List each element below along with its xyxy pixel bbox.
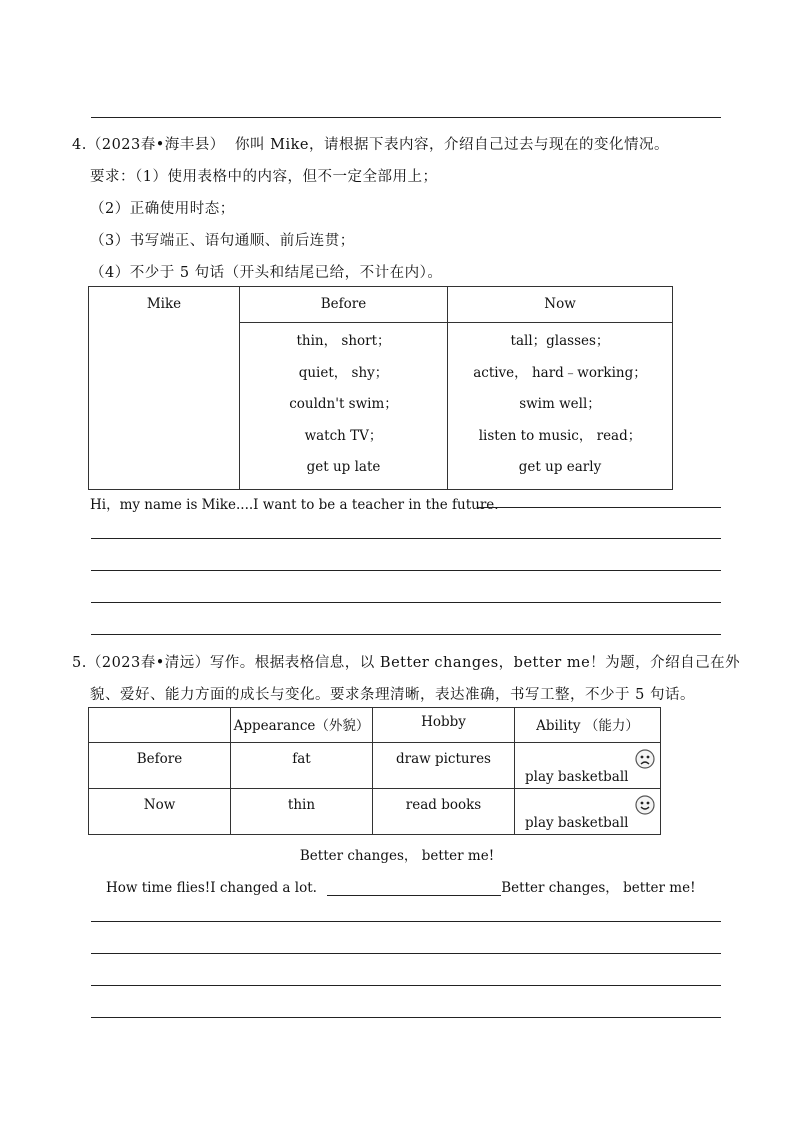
q4-requirement-2: （2）正确使用时态； bbox=[90, 201, 235, 217]
q5-ability-cell bbox=[515, 743, 661, 789]
q4-number: 4. bbox=[72, 137, 87, 153]
q5-info-table bbox=[88, 707, 661, 835]
q4-now-item: listen to music， read； bbox=[478, 427, 642, 444]
q4-before-cell bbox=[240, 323, 448, 490]
q4-info-table bbox=[88, 286, 673, 490]
q5-answer-line[interactable] bbox=[91, 1017, 721, 1018]
q4-answer-line[interactable] bbox=[91, 602, 721, 603]
q5-starter-post: Better changes， better me! bbox=[501, 880, 696, 896]
q4-requirement-4: （4）不少于 5 句话（开头和结尾已给，不计在内）。 bbox=[90, 265, 443, 281]
q5-answer-line[interactable] bbox=[91, 985, 721, 986]
q4-col-before: Before bbox=[240, 287, 448, 323]
q5-inline-blank[interactable] bbox=[327, 881, 501, 896]
q5-heading bbox=[72, 651, 740, 672]
q5-prompt-line2: 貌、爱好、能力方面的成长与变化。要求条理清晰，表达准确，书写工整，不少于 5 句话。 bbox=[90, 687, 695, 703]
q4-answer-line[interactable] bbox=[91, 634, 721, 635]
q4-before-item: quiet， shy； bbox=[298, 364, 389, 381]
q4-now-cell bbox=[448, 323, 673, 490]
q5-answer-line[interactable] bbox=[91, 921, 721, 922]
q5-hobby-cell: read books bbox=[373, 789, 515, 835]
q4-now-item: tall；glasses； bbox=[510, 333, 610, 349]
q5-row-before bbox=[89, 743, 661, 789]
q4-answer-line[interactable] bbox=[91, 538, 721, 539]
q5-essay-title: Better changes， better me! bbox=[299, 848, 495, 864]
q5-hobby-cell: draw pictures bbox=[373, 743, 515, 789]
q5-prompt-line1: 写作。根据表格信息，以 Better changes，better me！为题，介绍自己在外 bbox=[209, 655, 741, 671]
q5-answer-line[interactable] bbox=[91, 953, 721, 954]
q5-appearance-cell: fat bbox=[231, 743, 373, 789]
smiley-face-icon bbox=[635, 795, 655, 815]
q4-before-item: couldn't swim； bbox=[289, 396, 398, 412]
q5-starter-pre: How time flies!I changed a lot. bbox=[106, 880, 317, 896]
q5-header-appearance: Appearance（外貌） bbox=[231, 708, 373, 743]
q5-row-now bbox=[89, 789, 661, 835]
answer-line-top[interactable] bbox=[91, 117, 721, 118]
q5-header-empty bbox=[89, 708, 231, 743]
q4-heading bbox=[72, 133, 669, 154]
q4-now-item: swim well； bbox=[519, 396, 601, 412]
q5-number: 5. bbox=[72, 655, 87, 671]
q4-requirement-1: 要求：（1）使用表格中的内容，但不一定全部用上； bbox=[90, 169, 438, 185]
q4-col-mike: Mike bbox=[89, 287, 240, 490]
q5-source: （2023春•清远） bbox=[86, 655, 210, 671]
q5-starter-sentence bbox=[106, 876, 696, 896]
q4-now-item: get up early bbox=[518, 459, 602, 475]
q5-appearance-cell: thin bbox=[231, 789, 373, 835]
q5-header-ability: Ability （能力） bbox=[515, 708, 661, 743]
q5-ability-text: play basketball bbox=[525, 815, 629, 831]
sad-face-icon bbox=[635, 749, 655, 769]
q5-ability-text: play basketball bbox=[525, 769, 629, 785]
q4-before-item: get up late bbox=[306, 459, 381, 475]
q4-prompt: 你叫 Mike，请根据下表内容，介绍自己过去与现在的变化情况。 bbox=[235, 137, 669, 153]
q5-ability-cell bbox=[515, 789, 661, 835]
q4-answer-line[interactable] bbox=[91, 570, 721, 571]
q4-before-item: watch TV； bbox=[304, 427, 383, 444]
q4-requirement-3: （3）书写端正、语句通顺、前后连贯； bbox=[90, 233, 355, 249]
q4-now-item: active， hard﹣working； bbox=[473, 364, 647, 381]
q4-col-now: Now bbox=[448, 287, 673, 323]
q5-row-label: Before bbox=[89, 743, 231, 789]
q4-source: （2023春•海丰县） bbox=[86, 137, 225, 153]
q4-answer-line-start[interactable] bbox=[477, 507, 721, 508]
q5-header-hobby: Hobby bbox=[373, 708, 515, 743]
q5-row-label: Now bbox=[89, 789, 231, 835]
q4-starter-sentence: Hi，my name is Mike....I want to be a teacher in the future. bbox=[90, 497, 499, 513]
q4-before-item: thin， short； bbox=[296, 333, 391, 349]
